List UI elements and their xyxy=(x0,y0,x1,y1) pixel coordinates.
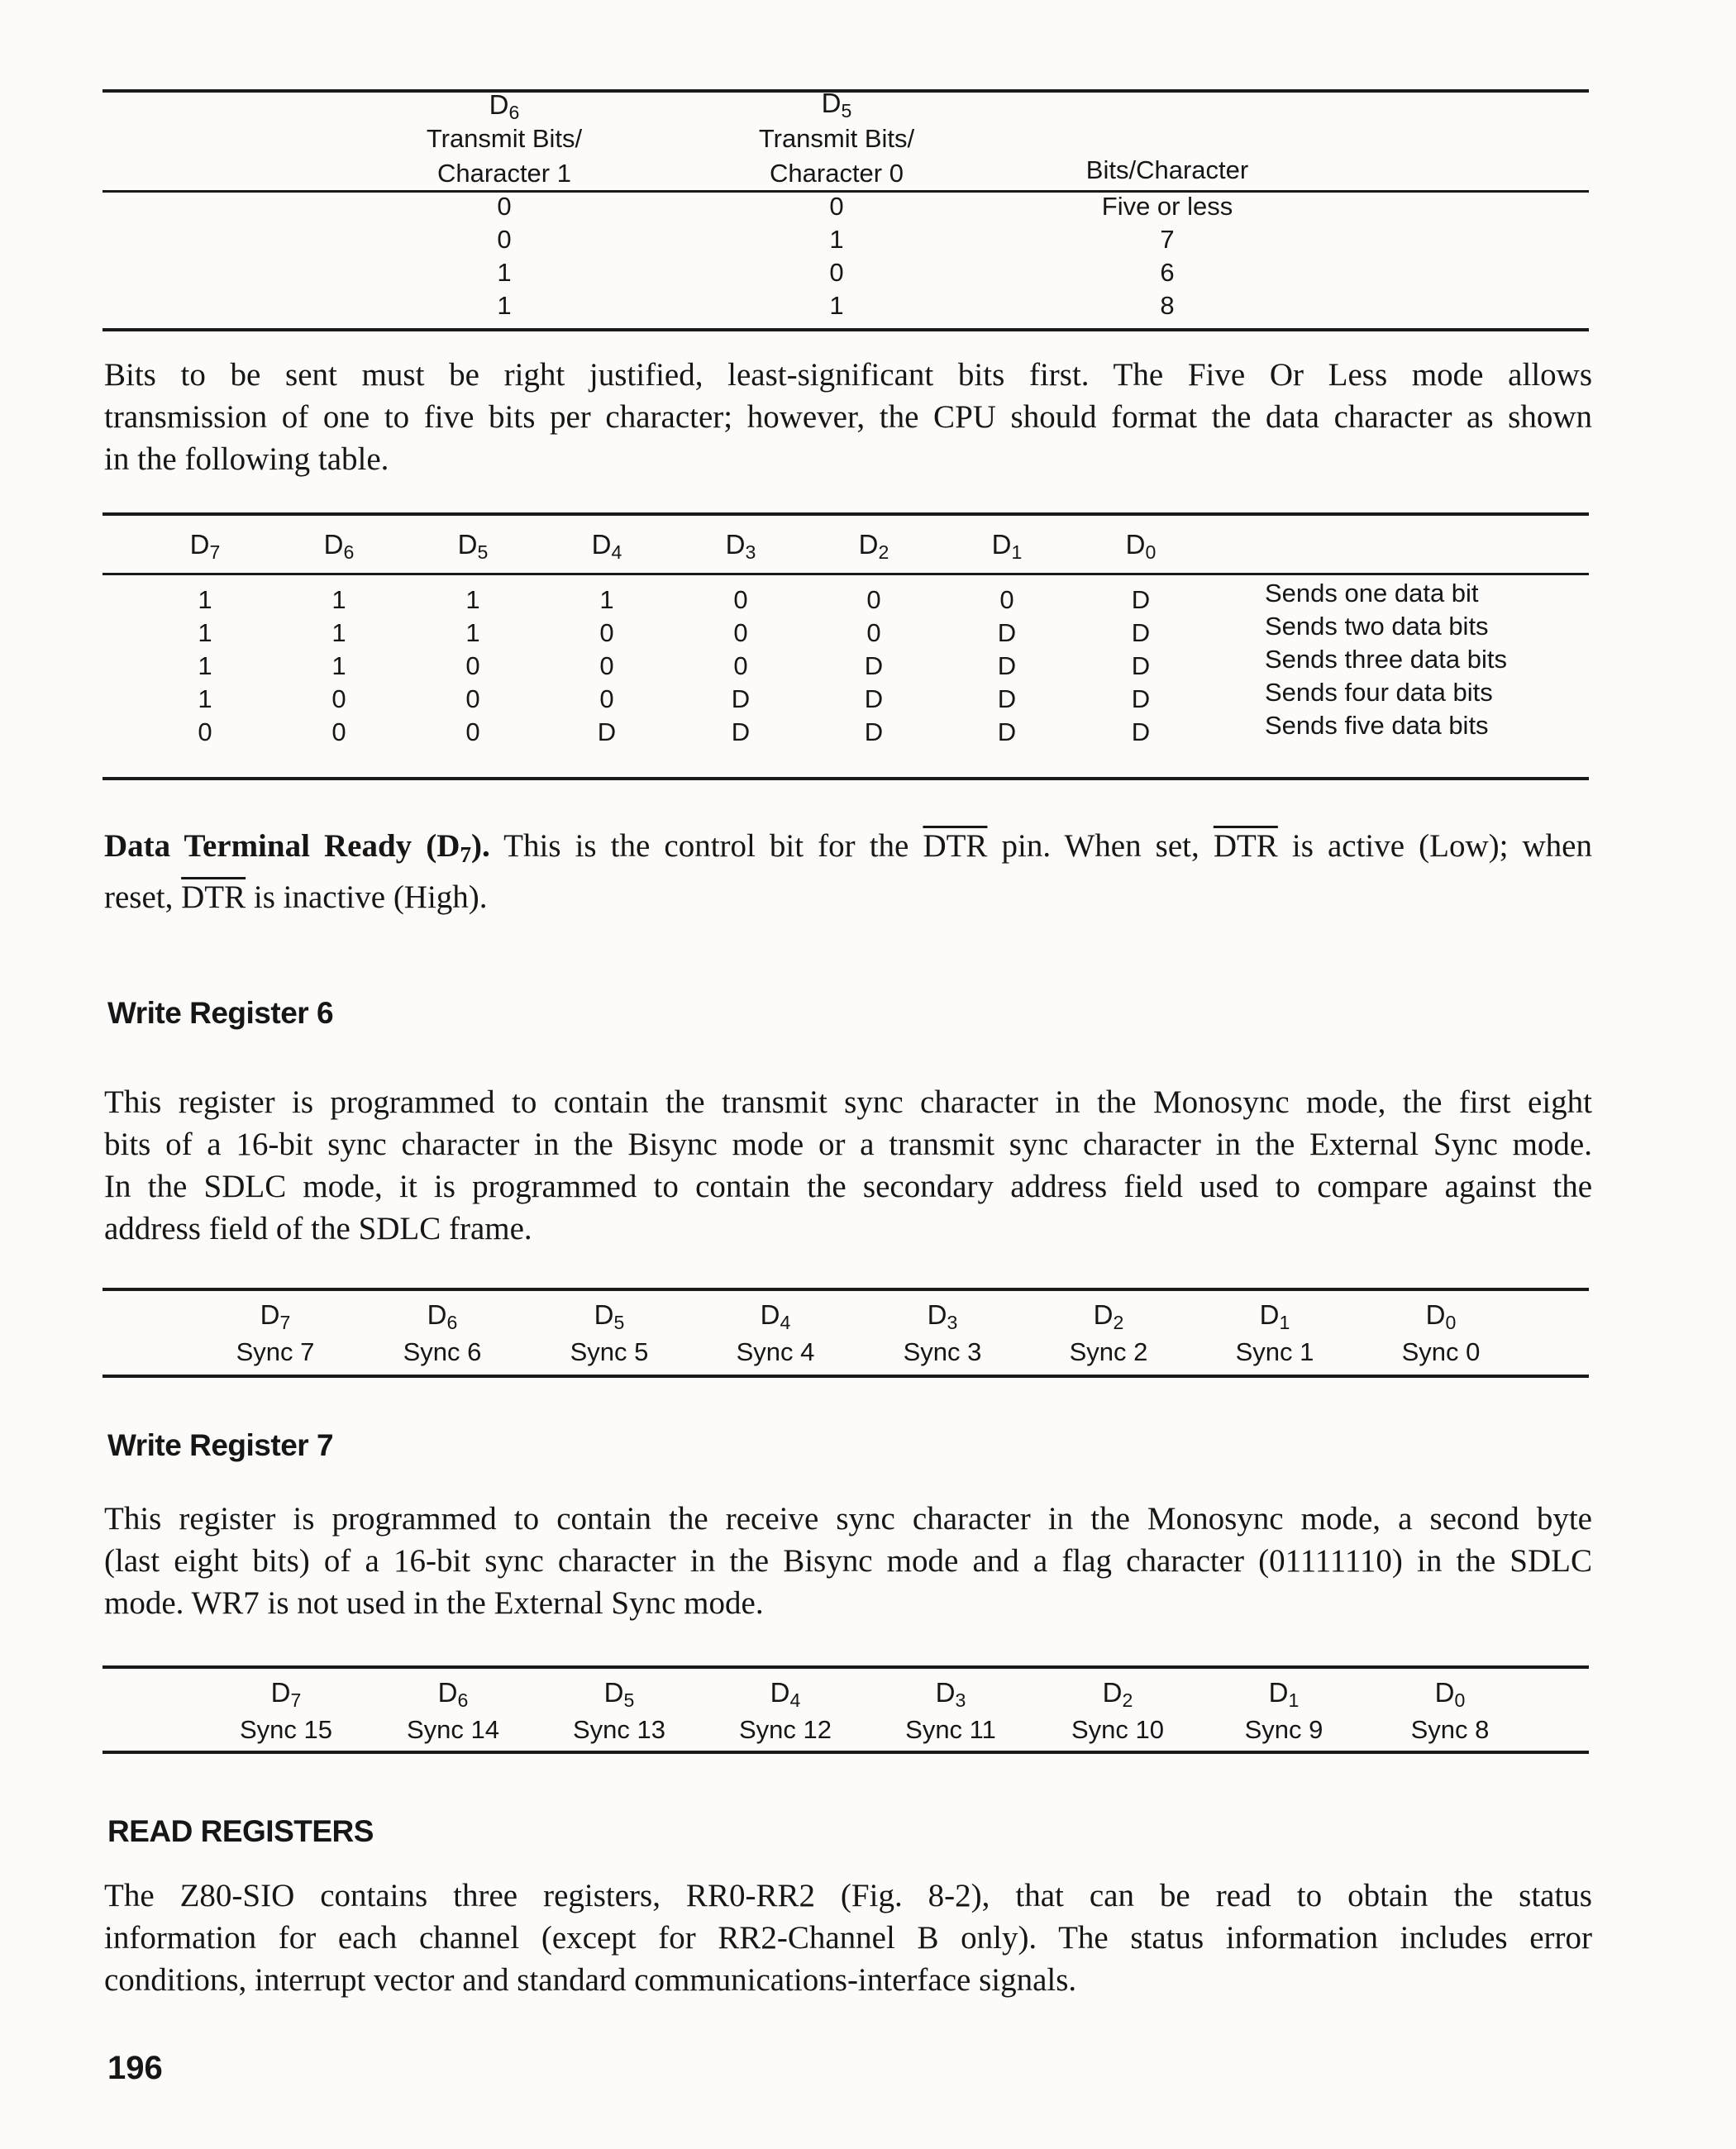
t2-header-bit xyxy=(859,529,889,564)
t2-bit-cell: D xyxy=(1131,651,1151,680)
wr6-bit-sub: 4 xyxy=(780,1311,791,1333)
t1-cell: 6 xyxy=(1160,258,1175,287)
wr7-bit-sub: 2 xyxy=(1122,1689,1133,1711)
t2-header-rule xyxy=(103,573,1589,575)
t2-bit-cell: 0 xyxy=(999,585,1014,614)
t2-bit-cell: 0 xyxy=(866,618,881,647)
t2-header-bit-letter: D xyxy=(591,529,612,560)
wr6-bit-name xyxy=(236,1300,315,1337)
dtr-title: Data Terminal Ready $(D_7)$. xyxy=(104,828,490,867)
dtr-line-2: reset, $\overline{DTR}$ is inactive (High). xyxy=(104,879,488,915)
t2-header-bit-sub: 5 xyxy=(477,541,489,563)
wr6-bit-letter: D xyxy=(927,1299,947,1330)
wr7-bit-cell xyxy=(240,1678,332,1745)
wr7-bit-sub: 3 xyxy=(955,1689,966,1711)
wr6-bit-name xyxy=(1236,1300,1314,1337)
wr7-bit-label: Sync 11 xyxy=(905,1714,996,1744)
t2-bit-cell: 1 xyxy=(198,585,212,614)
t2-bit-cell: D xyxy=(597,717,617,746)
t1-cell: 0 xyxy=(829,192,844,221)
t2-bit-cell: 0 xyxy=(331,684,346,713)
t2-description: Sends four data bits xyxy=(1265,678,1493,707)
wr6-bit-cell xyxy=(403,1300,482,1367)
t2-description: Sends three data bits xyxy=(1265,645,1507,674)
wr7-bit-letter: D xyxy=(1434,1677,1455,1708)
wr7-bit-name xyxy=(1411,1678,1490,1715)
t2-bit-cell: D xyxy=(731,684,751,713)
wr7-bit-sub: 0 xyxy=(1454,1689,1466,1711)
wr6-bit-sub: 6 xyxy=(446,1311,458,1333)
wr7-bit-name xyxy=(573,1678,665,1715)
t2-bit-cell: D xyxy=(1131,585,1151,614)
t2-header-bit-sub: 6 xyxy=(343,541,355,563)
wr6-bit-label: Sync 1 xyxy=(1235,1337,1314,1366)
wr6-bit-name xyxy=(570,1300,649,1337)
wr6-bit-letter: D xyxy=(1425,1299,1446,1330)
t1-header-rule xyxy=(103,190,1589,193)
wr6-bit-sub: 2 xyxy=(1113,1311,1124,1333)
t2-bit-cell: 0 xyxy=(733,651,748,680)
t2-bit-cell: 0 xyxy=(331,717,346,746)
t1-header-d6-line2: Character 1 xyxy=(437,159,571,188)
t2-bit-cell: D xyxy=(1131,618,1151,647)
t2-bit-cell: D xyxy=(1131,684,1151,713)
para-line: The Z80-SIO contains three registers, RR0-RR2 (Fig. 8-2), that can be read to obtain the status xyxy=(104,1878,1592,1913)
wr7-bit-name xyxy=(407,1678,499,1715)
para-bits-sent xyxy=(104,354,1592,480)
t2-header-bit xyxy=(726,529,756,564)
wr6-bit-name xyxy=(403,1300,482,1337)
wr7-bit-cell xyxy=(739,1678,832,1745)
t1-header-d5: $D_5$ xyxy=(821,88,852,122)
para-read-registers xyxy=(104,1875,1592,2001)
wr7-bit-letter: D xyxy=(770,1677,790,1708)
t2-header-bit-sub: 2 xyxy=(878,541,889,563)
wr7-bit-cell xyxy=(905,1678,996,1745)
t2-bit-cell: D xyxy=(864,684,884,713)
wr7-bit-sub: 1 xyxy=(1288,1689,1300,1711)
wr6-bit-name xyxy=(737,1300,815,1337)
t2-bit-cell: D xyxy=(997,684,1017,713)
wr6-bit-cell xyxy=(1402,1300,1481,1367)
wr7-bit-label: Sync 13 xyxy=(572,1714,666,1744)
t2-bit-cell: 1 xyxy=(465,618,480,647)
wr7-bit-label: Sync 9 xyxy=(1244,1714,1323,1744)
para-line: information for each channel (except for RR2-Channel B only). The status information includes error xyxy=(104,1920,1592,1956)
t2-bit-cell: 0 xyxy=(599,618,614,647)
wr7-bit-letter: D xyxy=(1102,1677,1123,1708)
wr6-bit-sub: 0 xyxy=(1445,1311,1457,1333)
t2-header-bit-sub: 0 xyxy=(1145,541,1157,563)
t2-header-bit-letter: D xyxy=(323,529,344,560)
wr6-bit-letter: D xyxy=(1093,1299,1114,1330)
wr7-bit-name xyxy=(240,1678,332,1715)
wr6-heading: Write Register 6 xyxy=(107,996,334,1030)
t1-cell: Five or less xyxy=(1101,192,1233,221)
dtr-signal: $\overline{DTR}$ xyxy=(923,828,988,864)
wr6-bit-cell xyxy=(1070,1300,1148,1367)
para-line: In the SDLC mode, it is programmed to contain the secondary address field used to compare against the xyxy=(104,1169,1592,1204)
table2-bottom-rule xyxy=(103,777,1589,780)
t2-header-bit xyxy=(324,529,355,564)
t2-bit-cell: 0 xyxy=(198,717,212,746)
t1-header-d5-line2: Character 0 xyxy=(770,159,904,188)
t2-header-bit-letter: D xyxy=(725,529,746,560)
t1-cell: 1 xyxy=(829,291,844,320)
wr7-bit-label: Sync 15 xyxy=(239,1714,333,1744)
para-line: Bits to be sent must be right justified, least-significant bits first. The Five Or Less mode allows xyxy=(104,357,1592,393)
wr7-bit-letter: D xyxy=(603,1677,624,1708)
t2-bit-cell: 0 xyxy=(465,651,480,680)
wr7-bit-name xyxy=(905,1678,996,1715)
wr7-bit-letter: D xyxy=(1268,1677,1289,1708)
t2-bit-cell: D xyxy=(864,651,884,680)
t2-bit-cell: D xyxy=(997,651,1017,680)
para-line: mode. WR7 is not used in the External Sync mode. xyxy=(104,1585,764,1621)
wr7-bit-letter: D xyxy=(270,1677,291,1708)
wr7-bit-cell xyxy=(573,1678,665,1745)
t1-cell: 8 xyxy=(1160,291,1175,320)
para-line: This register is programmed to contain the transmit sync character in the Monosync mode, the first eight xyxy=(104,1084,1592,1120)
t2-header-bit-letter: D xyxy=(189,529,210,560)
wr6-bit-label: Sync 7 xyxy=(236,1337,315,1366)
wr7-bit-cell xyxy=(1071,1678,1164,1745)
wr6-bit-sub: 5 xyxy=(613,1311,625,1333)
t1-cell: 7 xyxy=(1160,225,1175,254)
wr6-bit-name xyxy=(1070,1300,1148,1337)
wr6-bit-sub: 1 xyxy=(1279,1311,1290,1333)
t1-cell: 1 xyxy=(497,258,512,287)
wr7-bit-sub: 7 xyxy=(290,1689,302,1711)
t2-bit-cell: 0 xyxy=(733,585,748,614)
t2-bit-cell: 1 xyxy=(198,651,212,680)
wr6-bit-letter: D xyxy=(594,1299,614,1330)
wr6-bit-name xyxy=(904,1300,982,1337)
t2-header-bit xyxy=(1126,529,1157,564)
wr6-bottom-rule xyxy=(103,1375,1589,1378)
wr7-bit-name xyxy=(1071,1678,1164,1715)
t2-bit-cell: 1 xyxy=(331,585,346,614)
wr6-bit-label: Sync 4 xyxy=(736,1337,815,1366)
wr6-bit-cell xyxy=(236,1300,315,1367)
wr6-bit-cell xyxy=(904,1300,982,1367)
wr7-bit-label: Sync 14 xyxy=(406,1714,500,1744)
wr6-bit-label: Sync 0 xyxy=(1401,1337,1481,1366)
table1-bottom-rule xyxy=(103,328,1589,331)
para-line: (last eight bits) of a 16-bit sync character in the Bisync mode and a flag character (01111110) in the SDLC xyxy=(104,1543,1592,1579)
wr7-bottom-rule xyxy=(103,1751,1589,1754)
t1-header-d5-line1: Transmit Bits/ xyxy=(758,124,915,153)
t2-description: Sends two data bits xyxy=(1265,612,1489,641)
t2-bit-cell: 1 xyxy=(599,585,614,614)
t2-header-bit xyxy=(992,529,1023,564)
t1-header-d6: $D_6$ xyxy=(489,89,520,123)
t2-bit-cell: D xyxy=(997,717,1017,746)
wr7-top-rule xyxy=(103,1665,1589,1669)
t1-header-bits-per-char: Bits/Character xyxy=(1085,155,1249,184)
t2-bit-cell: 1 xyxy=(198,618,212,647)
table2-top-rule xyxy=(103,512,1589,516)
para-line: bits of a 16-bit sync character in the Bisync mode or a transmit sync character in the External Sync mode. xyxy=(104,1127,1592,1162)
wr6-bit-name xyxy=(1402,1300,1481,1337)
wr7-bit-cell xyxy=(1411,1678,1490,1745)
t2-header-bit-letter: D xyxy=(1125,529,1146,560)
wr6-bit-letter: D xyxy=(1259,1299,1280,1330)
t2-header-bit-sub: 1 xyxy=(1011,541,1023,563)
wr7-bit-sub: 6 xyxy=(457,1689,469,1711)
wr7-bit-label: Sync 10 xyxy=(1071,1714,1165,1744)
t2-bit-cell: D xyxy=(864,717,884,746)
para-line: This register is programmed to contain the receive sync character in the Monosync mode, a second byte xyxy=(104,1501,1592,1537)
page-number: 196 xyxy=(107,2050,163,2086)
t2-bit-cell: D xyxy=(1131,717,1151,746)
t2-header-bit-sub: 7 xyxy=(209,541,221,563)
wr7-bit-label: Sync 12 xyxy=(738,1714,832,1744)
dtr-signal: $\overline{DTR}$ xyxy=(1213,828,1278,864)
t2-bit-cell: 0 xyxy=(465,684,480,713)
dtr-signal: $\overline{DTR}$ xyxy=(181,879,246,915)
t2-header-bit-letter: D xyxy=(858,529,879,560)
wr6-bit-label: Sync 5 xyxy=(570,1337,649,1366)
para-line: in the following table. xyxy=(104,441,389,477)
t2-bit-cell: 0 xyxy=(465,717,480,746)
dtr-line-1: Data Terminal Ready $(D_7)$. This is the control bit for the $\overline{DTR}$ pin. When set, $\overline{DTR}$ is active (Low); when xyxy=(104,828,1592,867)
t2-bit-cell: 0 xyxy=(599,651,614,680)
wr7-bit-name xyxy=(739,1678,832,1715)
t1-cell: 0 xyxy=(829,258,844,287)
t2-header-bit xyxy=(458,529,489,564)
wr6-bit-label: Sync 3 xyxy=(903,1337,982,1366)
t2-bit-cell: D xyxy=(731,717,751,746)
wr6-bit-sub: 7 xyxy=(279,1311,291,1333)
t2-bit-cell: 1 xyxy=(331,618,346,647)
wr7-bit-letter: D xyxy=(437,1677,458,1708)
t2-bit-cell: 0 xyxy=(733,618,748,647)
para-wr7 xyxy=(104,1498,1592,1624)
t2-description: Sends five data bits xyxy=(1265,711,1489,740)
wr7-bit-letter: D xyxy=(935,1677,956,1708)
para-dtr xyxy=(104,825,1592,918)
wr7-bit-name xyxy=(1245,1678,1323,1715)
t2-header-bit-letter: D xyxy=(991,529,1012,560)
wr7-bit-sub: 5 xyxy=(623,1689,635,1711)
para-line: transmission of one to five bits per character; however, the CPU should format the data character as shown xyxy=(104,399,1592,435)
wr6-top-rule xyxy=(103,1288,1589,1291)
wr6-bit-letter: D xyxy=(427,1299,447,1330)
t2-header-bit-sub: 3 xyxy=(745,541,756,563)
wr6-bit-label: Sync 6 xyxy=(403,1337,482,1366)
para-wr6 xyxy=(104,1081,1592,1250)
para-line: conditions, interrupt vector and standard communications-interface signals. xyxy=(104,1962,1077,1998)
wr7-bit-cell xyxy=(1245,1678,1323,1745)
para-line: address field of the SDLC frame. xyxy=(104,1211,532,1246)
wr7-bit-label: Sync 8 xyxy=(1410,1714,1490,1744)
t1-cell: 1 xyxy=(829,225,844,254)
wr7-bit-sub: 4 xyxy=(789,1689,801,1711)
wr6-bit-cell xyxy=(570,1300,649,1367)
t2-bit-cell: 1 xyxy=(198,684,212,713)
t2-header-bit-letter: D xyxy=(457,529,478,560)
wr6-bit-cell xyxy=(1236,1300,1314,1367)
t2-header-bit-sub: 4 xyxy=(611,541,622,563)
wr6-bit-label: Sync 2 xyxy=(1069,1337,1148,1366)
t1-cell: 0 xyxy=(497,192,512,221)
t2-bit-cell: 0 xyxy=(599,684,614,713)
wr6-bit-letter: D xyxy=(260,1299,280,1330)
t2-description: Sends one data bit xyxy=(1265,579,1479,608)
wr6-bit-letter: D xyxy=(760,1299,780,1330)
t2-header-bit xyxy=(592,529,622,564)
wr7-heading: Write Register 7 xyxy=(107,1428,334,1462)
t2-bit-cell: 1 xyxy=(465,585,480,614)
t2-bit-cell: D xyxy=(997,618,1017,647)
t1-header-d6-line1: Transmit Bits/ xyxy=(426,124,583,153)
t2-header-bit xyxy=(190,529,221,564)
t1-cell: 1 xyxy=(497,291,512,320)
wr7-bit-cell xyxy=(407,1678,499,1745)
read-registers-heading: READ REGISTERS xyxy=(107,1814,374,1848)
wr6-bit-sub: 3 xyxy=(947,1311,958,1333)
t2-bit-cell: 0 xyxy=(866,585,881,614)
wr6-bit-cell xyxy=(737,1300,815,1367)
t1-cell: 0 xyxy=(497,225,512,254)
t2-bit-cell: 1 xyxy=(331,651,346,680)
